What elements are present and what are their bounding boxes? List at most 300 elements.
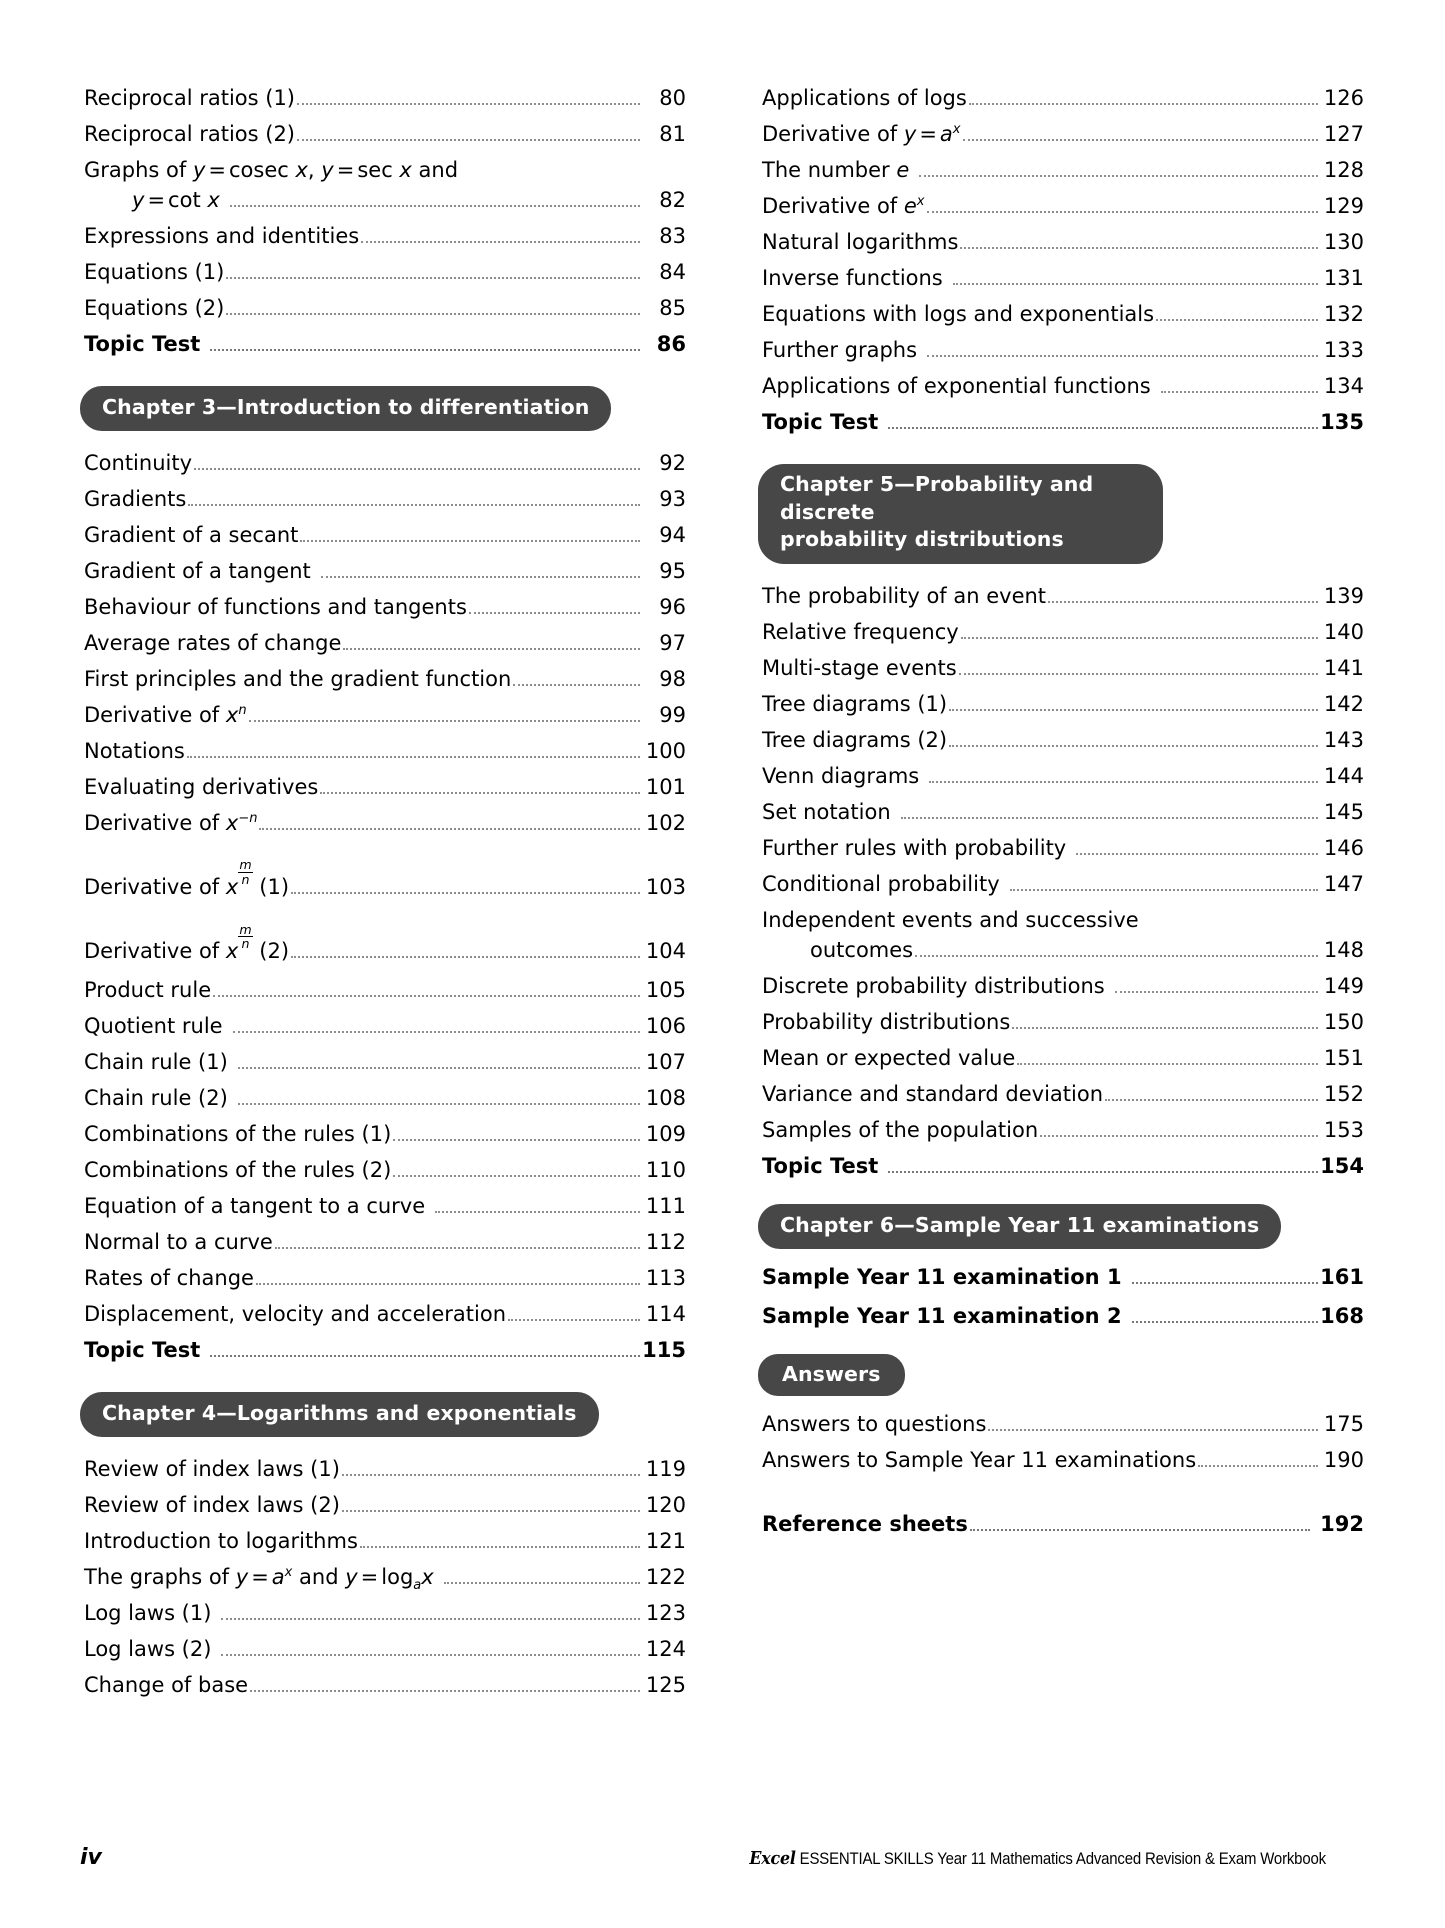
leader-dots <box>901 805 1318 819</box>
toc-entry-label: Topic Test <box>762 1154 879 1179</box>
leader-dots <box>1012 1015 1318 1029</box>
toc-entry[interactable] <box>80 980 686 1002</box>
toc-entry[interactable] <box>758 730 1364 752</box>
chapter-heading-5-line1: Chapter 5—Probability and discrete <box>780 472 1094 524</box>
answers-heading: Answers <box>758 1354 905 1397</box>
toc-entry[interactable] <box>80 450 686 475</box>
toc-entry-reference-sheets[interactable] <box>758 1514 1364 1536</box>
toc-entry-label: Derivative of $e^x$ <box>762 194 925 218</box>
leader-dots <box>259 816 640 830</box>
toc-entry-label: Topic Test <box>762 410 879 434</box>
leader-dots <box>949 733 1318 747</box>
toc-page-number: 161 <box>1320 1264 1364 1289</box>
toc-page-number: 104 <box>645 939 686 964</box>
toc-entry[interactable] <box>80 1052 686 1074</box>
toc-entry[interactable] <box>80 1492 686 1517</box>
toc-page-number: 149 <box>1323 974 1364 999</box>
chapter-heading-5-line2: probability distributions <box>780 527 1064 552</box>
toc-entry-label: First principles and the gradient function <box>84 666 512 691</box>
leader-dots <box>919 163 1318 177</box>
toc-entry-label: Applications of exponential functions <box>762 374 1151 398</box>
leader-dots <box>238 1092 640 1106</box>
leader-dots <box>1132 1270 1318 1284</box>
leader-dots <box>226 301 640 315</box>
leader-dots <box>320 780 640 794</box>
toc-entry-label: Further graphs <box>762 338 918 362</box>
leader-dots <box>275 1236 640 1250</box>
toc-entry[interactable] <box>80 1124 686 1146</box>
toc-page-number: 148 <box>1323 938 1364 963</box>
toc-page-number: 100 <box>645 738 686 763</box>
toc-entry-label: Log laws (2) <box>84 1636 212 1661</box>
toc-entry[interactable] <box>80 298 686 320</box>
toc-entry-label: Answers to questions <box>762 1412 987 1437</box>
toc-page-number: 190 <box>1323 1448 1364 1473</box>
leader-dots <box>970 1518 1310 1532</box>
leader-dots <box>961 625 1318 639</box>
toc-page-number: 115 <box>642 1338 686 1363</box>
toc-page-number: 151 <box>1323 1046 1364 1071</box>
leader-dots <box>949 697 1318 711</box>
toc-right-column <box>758 88 1364 1711</box>
toc-page-number: 134 <box>1323 374 1364 398</box>
toc-page-number: 120 <box>645 1492 686 1517</box>
toc-page-number: 112 <box>645 1230 686 1255</box>
toc-page-number: 85 <box>659 296 686 320</box>
leader-dots <box>513 672 640 686</box>
toc-entry[interactable] <box>80 1268 686 1290</box>
toc-entry-label: Sample Year 11 examination 2 <box>762 1303 1122 1328</box>
toc-entry[interactable] <box>80 810 686 835</box>
toc-page-number: 154 <box>1320 1154 1364 1179</box>
toc-entry-label: The graphs of $y = a^x$ and $y = \log_ax$ <box>84 1564 434 1593</box>
leader-dots <box>194 456 640 470</box>
toc-entry-label: Equations (1) <box>84 260 225 284</box>
toc-entry[interactable] <box>758 694 1364 716</box>
leader-dots <box>508 1308 640 1322</box>
toc-page-number: 111 <box>645 1194 686 1219</box>
toc-entry-label: Normal to a curve <box>84 1230 273 1255</box>
toc-page-number: 142 <box>1323 692 1364 717</box>
leader-dots <box>1156 307 1318 321</box>
toc-entry[interactable] <box>758 586 1364 608</box>
toc-page-number: 83 <box>659 224 686 248</box>
leader-dots <box>291 945 640 959</box>
chapter-heading-6: Chapter 6—Sample Year 11 examinations <box>758 1204 1281 1249</box>
footer-book-title <box>749 1848 1326 1869</box>
toc-entry-topic-test[interactable] <box>80 334 686 356</box>
chapter-heading-3-wrap <box>80 386 686 431</box>
toc-page-number: 84 <box>659 260 686 284</box>
toc-entry-label: Probability distributions <box>762 1010 1011 1035</box>
toc-entry[interactable] <box>80 702 686 727</box>
leader-dots <box>342 1498 640 1512</box>
toc-page-number: 110 <box>645 1158 686 1183</box>
toc-page-number: 143 <box>1323 728 1364 753</box>
toc-entry-label: Tree diagrams (1) <box>762 692 948 717</box>
toc-entry-label: Relative frequency <box>762 620 959 645</box>
toc-entry-label: Applications of logs <box>762 86 967 110</box>
toc-entry[interactable] <box>758 976 1364 998</box>
toc-left-column <box>80 88 686 1711</box>
leader-dots <box>210 1344 640 1358</box>
toc-entry-label: Reciprocal ratios (1) <box>84 86 296 110</box>
chapter-heading-4: Chapter 4—Logarithms and exponentials <box>80 1392 599 1437</box>
leader-dots <box>238 1056 640 1070</box>
toc-page-number: 99 <box>659 702 686 727</box>
leader-dots <box>221 1642 640 1656</box>
toc-entry[interactable] <box>758 1414 1364 1436</box>
leader-dots <box>210 337 640 351</box>
toc-entry-label: Quotient rule <box>84 1014 223 1039</box>
fraction-m-over-n: $\frac{m}{n}$ <box>239 857 252 887</box>
leader-dots <box>888 1159 1318 1173</box>
leader-dots <box>256 1272 640 1286</box>
toc-entry-label: Equation of a tangent to a curve <box>84 1194 426 1219</box>
toc-entry[interactable] <box>758 124 1364 146</box>
toc-entry[interactable] <box>758 874 1364 896</box>
toc-entry-label: Average rates of change <box>84 630 342 655</box>
toc-entry-label: Equations with logs and exponentials <box>762 302 1155 326</box>
toc-entry-label: Continuity <box>84 450 193 475</box>
leader-dots <box>1040 1123 1318 1137</box>
toc-entry-independent-events[interactable] <box>758 910 1364 962</box>
toc-entry[interactable] <box>758 196 1364 218</box>
leader-dots <box>342 1462 640 1476</box>
leader-dots <box>230 193 640 207</box>
toc-entry-label: Samples of the population <box>762 1118 1039 1143</box>
toc-page-number: 146 <box>1323 836 1364 861</box>
toc-entry[interactable] <box>80 1600 686 1625</box>
toc-entry[interactable] <box>758 838 1364 860</box>
toc-entry[interactable] <box>758 766 1364 788</box>
toc-entry[interactable] <box>758 160 1364 182</box>
toc-entry-label: Gradient of a secant <box>84 522 299 547</box>
toc-entry-label-line2: y = cot x <box>132 188 220 212</box>
toc-entry[interactable] <box>80 124 686 146</box>
leader-dots <box>213 984 640 998</box>
toc-entry-graphs[interactable] <box>80 160 686 212</box>
toc-entry-topic-test[interactable] <box>80 1340 686 1362</box>
toc-entry[interactable] <box>80 630 686 655</box>
chapter-heading-5 <box>758 464 1163 564</box>
toc-entry[interactable] <box>80 1636 686 1661</box>
leader-dots <box>888 415 1318 429</box>
toc-entry-topic-test[interactable] <box>758 1156 1364 1178</box>
toc-entry-label: Displacement, velocity and acceleration <box>84 1302 507 1327</box>
leader-dots <box>969 91 1318 105</box>
toc-page-number: 86 <box>656 332 686 356</box>
toc-entry[interactable] <box>758 376 1364 398</box>
toc-entry-label: Topic Test <box>84 1338 201 1363</box>
toc-entry[interactable] <box>80 1160 686 1182</box>
toc-page-number: 153 <box>1323 1118 1364 1143</box>
toc-page-number: 135 <box>1320 410 1364 434</box>
toc-entry-label: Derivative of $x^{-n}$ <box>84 810 258 835</box>
toc-page-number: 80 <box>659 86 686 110</box>
toc-entry-line2 <box>84 190 686 212</box>
toc-entry-label: Derivative of x $\frac{m}{n}$ (2) <box>84 921 290 964</box>
toc-page-number: 131 <box>1323 266 1364 290</box>
leader-dots <box>953 271 1318 285</box>
toc-page-number: 140 <box>1323 620 1364 645</box>
leader-dots <box>1115 979 1318 993</box>
toc-page-number: 106 <box>645 1014 686 1039</box>
toc-page-number: 152 <box>1323 1082 1364 1107</box>
leader-dots <box>927 199 1319 213</box>
toc-entry-label: Derivative of $x^n$ <box>84 702 247 727</box>
chapter-heading-6-wrap <box>758 1204 1364 1249</box>
toc-entry-label: Combinations of the rules (1) <box>84 1122 392 1147</box>
leader-dots <box>1132 1309 1318 1323</box>
leader-dots <box>1161 379 1318 393</box>
toc-entry[interactable] <box>758 340 1364 362</box>
toc-entry-label: Log laws (1) <box>84 1600 212 1625</box>
toc-entry-label: Inverse functions <box>762 266 943 290</box>
toc-columns <box>80 88 1365 1711</box>
toc-entry-label: Notations <box>84 738 185 763</box>
toc-entry-label: Conditional probability <box>762 872 1000 897</box>
leader-dots <box>249 708 640 722</box>
toc-entry-label: Reference sheets <box>762 1512 968 1537</box>
leader-dots <box>360 1534 640 1548</box>
toc-entry-label: Behaviour of functions and tangents <box>84 594 467 619</box>
toc-entry[interactable] <box>80 522 686 547</box>
toc-page-number: 145 <box>1323 800 1364 825</box>
toc-entry[interactable] <box>758 304 1364 326</box>
page-footer <box>80 1845 1365 1870</box>
toc-page-number: 105 <box>645 978 686 1003</box>
toc-page-number: 121 <box>645 1528 686 1553</box>
toc-entry-label: Venn diagrams <box>762 764 920 789</box>
toc-entry-line2 <box>762 940 1364 962</box>
leader-dots <box>915 943 1318 957</box>
toc-page-number: 139 <box>1323 584 1364 609</box>
leader-dots <box>343 636 640 650</box>
toc-page-number: 133 <box>1323 338 1364 362</box>
leader-dots <box>1198 1454 1318 1468</box>
toc-page-number: 81 <box>659 122 686 146</box>
leader-dots <box>300 528 640 542</box>
toc-entry[interactable] <box>758 1450 1364 1472</box>
toc-entry[interactable] <box>80 226 686 248</box>
toc-page-number: 95 <box>659 558 686 583</box>
brand-name: Excel <box>749 1848 796 1869</box>
toc-entry-label: Reciprocal ratios (2) <box>84 122 296 146</box>
leader-dots <box>221 1606 640 1620</box>
leader-dots <box>469 600 640 614</box>
toc-entry[interactable] <box>80 774 686 799</box>
toc-entry-label-line2: outcomes <box>810 938 914 963</box>
toc-page-number: 113 <box>645 1266 686 1291</box>
leader-dots <box>297 127 640 141</box>
toc-page-number: 192 <box>1320 1512 1364 1537</box>
toc-page-number: 130 <box>1323 230 1364 254</box>
leader-dots <box>188 492 640 506</box>
leader-dots <box>444 1570 640 1584</box>
toc-entry-topic-test[interactable] <box>758 412 1364 434</box>
toc-page-number: 126 <box>1323 86 1364 110</box>
toc-entry-label: Further rules with probability <box>762 836 1067 861</box>
toc-entry[interactable] <box>758 232 1364 254</box>
leader-dots <box>250 1678 640 1692</box>
leader-dots <box>1017 1051 1318 1065</box>
toc-entry-derivative-frac-2[interactable] <box>80 921 686 964</box>
toc-entry[interactable] <box>80 486 686 511</box>
leader-dots <box>361 229 640 243</box>
leader-dots <box>187 744 640 758</box>
chapter-heading-4-wrap <box>80 1392 686 1437</box>
toc-entry-label: Review of index laws (1) <box>84 1456 340 1481</box>
toc-entry-derivative-frac-1[interactable] <box>80 857 686 899</box>
toc-entry[interactable] <box>758 1084 1364 1106</box>
toc-entry[interactable] <box>80 1232 686 1254</box>
toc-entry-label: Tree diagrams (2) <box>762 728 948 753</box>
toc-entry-label: Product rule <box>84 978 212 1003</box>
toc-entry-label: Topic Test <box>84 332 201 356</box>
toc-entry-label: Combinations of the rules (2) <box>84 1158 392 1183</box>
toc-page-number: 129 <box>1323 194 1364 218</box>
toc-entry[interactable] <box>758 658 1364 680</box>
toc-entry[interactable] <box>80 1528 686 1553</box>
chapter-heading-5-wrap <box>758 464 1364 564</box>
toc-entry-label: Derivative of x $\frac{m}{n}$ (1) <box>84 857 290 899</box>
toc-entry-label: Set notation <box>762 800 891 825</box>
toc-page-number: 98 <box>659 666 686 691</box>
toc-entry[interactable] <box>758 802 1364 824</box>
toc-page-number: 97 <box>659 630 686 655</box>
toc-entry-label: Gradient of a tangent <box>84 558 311 583</box>
toc-entry[interactable] <box>80 1456 686 1481</box>
toc-page-number: 128 <box>1323 158 1364 182</box>
toc-page-number: 175 <box>1323 1412 1364 1437</box>
toc-page-number: 147 <box>1323 872 1364 897</box>
toc-page-number: 125 <box>645 1672 686 1697</box>
toc-page-number: 108 <box>645 1086 686 1111</box>
toc-entry-label: The number e <box>762 158 910 182</box>
leader-dots <box>297 91 640 105</box>
toc-page-number: 127 <box>1323 122 1364 146</box>
toc-entry-label: Multi-stage events <box>762 656 957 681</box>
toc-entry[interactable] <box>80 558 686 583</box>
toc-page-number: 132 <box>1323 302 1364 326</box>
toc-entry[interactable] <box>758 1120 1364 1142</box>
toc-page-number: 109 <box>645 1122 686 1147</box>
toc-page-number: 101 <box>645 774 686 799</box>
toc-page-number: 107 <box>645 1050 686 1075</box>
leader-dots <box>927 343 1318 357</box>
toc-entry-label: Derivative of $y = a^x$ <box>762 122 961 146</box>
toc-page-number: 144 <box>1323 764 1364 789</box>
toc-entry[interactable] <box>758 88 1364 110</box>
toc-page-number: 124 <box>645 1636 686 1661</box>
toc-entry[interactable] <box>80 594 686 619</box>
toc-entry-label: Mean or expected value <box>762 1046 1016 1071</box>
toc-page-number: 114 <box>645 1302 686 1327</box>
leader-dots <box>963 127 1319 141</box>
toc-entry-label-line1: Graphs of y = cosec x, y = sec x and <box>84 158 459 182</box>
toc-entry-graphs-log[interactable] <box>80 1564 686 1593</box>
toc-entry[interactable] <box>758 622 1364 644</box>
toc-page-number: 93 <box>659 486 686 511</box>
toc-page-number: 92 <box>659 450 686 475</box>
toc-page-number: 119 <box>645 1456 686 1481</box>
toc-entry-label: The probability of an event <box>762 584 1047 609</box>
leader-dots <box>226 265 640 279</box>
leader-dots <box>1048 589 1318 603</box>
toc-entry-label: Variance and standard deviation <box>762 1082 1104 1107</box>
toc-entry-label: Answers to Sample Year 11 examinations <box>762 1448 1197 1473</box>
toc-page-number: 123 <box>645 1600 686 1625</box>
toc-page-number: 103 <box>645 874 686 899</box>
toc-entry-label: Discrete probability distributions <box>762 974 1105 999</box>
leader-dots <box>393 1164 640 1178</box>
leader-dots <box>960 235 1318 249</box>
toc-entry-label: Expressions and identities <box>84 224 360 248</box>
toc-entry[interactable] <box>758 1048 1364 1070</box>
toc-page-number: 150 <box>1323 1010 1364 1035</box>
toc-entry-label: Equations (2) <box>84 296 225 320</box>
toc-entry-label: Introduction to logarithms <box>84 1528 358 1553</box>
toc-page-number: 141 <box>1323 656 1364 681</box>
toc-page-number: 168 <box>1320 1303 1364 1328</box>
toc-entry-label: Gradients <box>84 486 187 511</box>
toc-entry[interactable] <box>758 268 1364 290</box>
leader-dots <box>988 1418 1318 1432</box>
toc-entry[interactable] <box>80 1088 686 1110</box>
toc-page-number: 102 <box>645 810 686 835</box>
toc-entry-label: Evaluating derivatives <box>84 774 319 799</box>
toc-page-number: 96 <box>659 594 686 619</box>
toc-entry-label: Change of base <box>84 1672 249 1697</box>
toc-entry[interactable] <box>80 738 686 763</box>
leader-dots <box>959 661 1318 675</box>
toc-entry[interactable] <box>80 1304 686 1326</box>
toc-entry[interactable] <box>758 1012 1364 1034</box>
leader-dots <box>435 1200 640 1214</box>
toc-entry-label: Rates of change <box>84 1266 254 1291</box>
toc-page-number: 94 <box>659 522 686 547</box>
leader-dots <box>1105 1087 1318 1101</box>
toc-entry[interactable] <box>80 1672 686 1697</box>
leader-dots <box>1010 877 1318 891</box>
toc-entry[interactable] <box>80 1196 686 1218</box>
leader-dots <box>1076 841 1318 855</box>
toc-entry-label: Sample Year 11 examination 1 <box>762 1264 1122 1289</box>
toc-entry-label: Natural logarithms <box>762 230 959 254</box>
toc-entry[interactable] <box>80 666 686 691</box>
toc-entry-label: Chain rule (2) <box>84 1086 228 1111</box>
toc-page-number: 122 <box>645 1564 686 1589</box>
fraction-m-over-n: $\frac{m}{n}$ <box>239 921 252 951</box>
toc-page-number: 82 <box>659 188 686 212</box>
toc-entry-sample-exam-1[interactable] <box>758 1264 1364 1289</box>
toc-entry-label-line1: Independent events and successive <box>762 908 1139 933</box>
leader-dots <box>233 1020 640 1034</box>
folio-number: iv <box>80 1845 102 1870</box>
toc-entry-sample-exam-2[interactable] <box>758 1303 1364 1328</box>
leader-dots <box>291 880 640 894</box>
footer-subtitle: ESSENTIAL SKILLS Year 11 Mathematics Advanced Revision & Exam Workbook <box>799 1849 1326 1868</box>
toc-entry[interactable] <box>80 88 686 110</box>
leader-dots <box>321 564 640 578</box>
leader-dots <box>393 1128 640 1142</box>
answers-heading-wrap <box>758 1354 1364 1397</box>
toc-entry[interactable] <box>80 1016 686 1038</box>
toc-entry[interactable] <box>80 262 686 284</box>
leader-dots <box>929 769 1318 783</box>
toc-entry-label: Review of index laws (2) <box>84 1492 340 1517</box>
